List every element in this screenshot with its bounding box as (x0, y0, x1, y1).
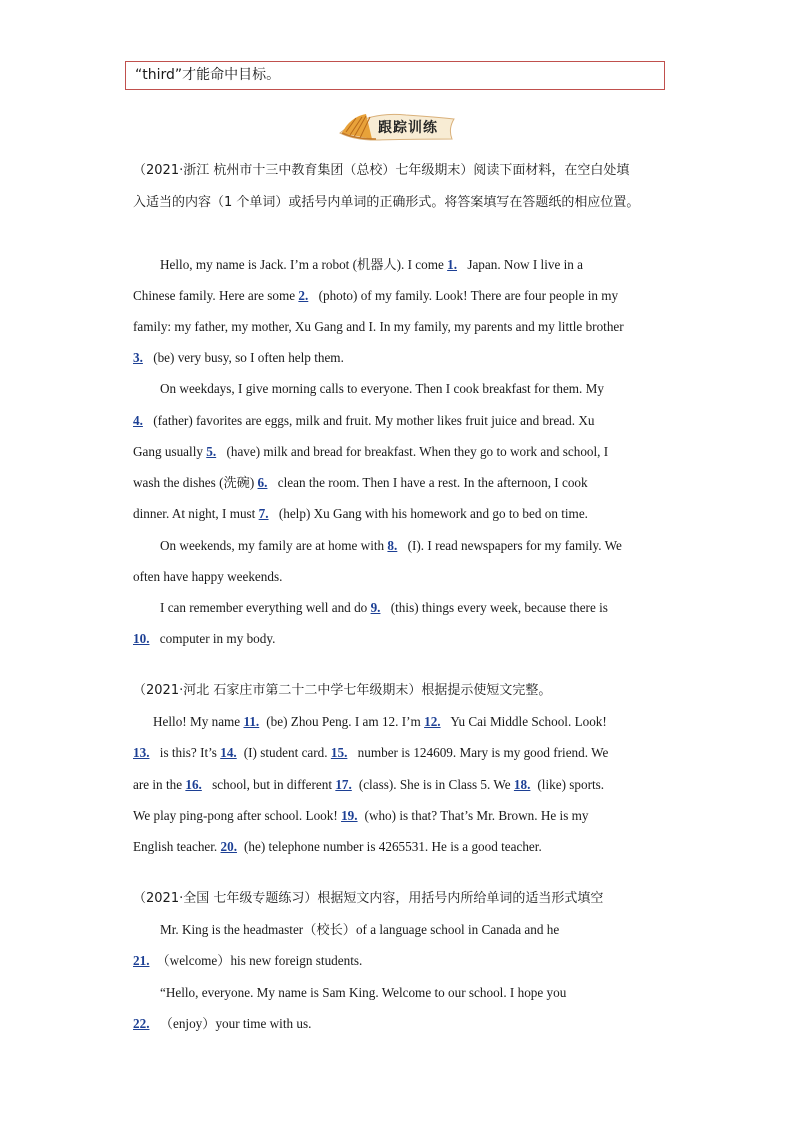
blank-5[interactable]: 5. (206, 444, 217, 459)
ex1-line: family: my father, my mother, Xu Gang and I. In my family, my parents and my little brother (133, 319, 624, 334)
section-badge (336, 109, 460, 143)
ex1-line: 3. (be) very busy, so I often help them. (133, 350, 344, 365)
ex1-line: On weekends, my family are at home with 8. (I). I read newspapers for my family. We (160, 538, 622, 553)
blank-15[interactable]: 15. (330, 745, 348, 760)
ex1-line: Gang usually 5. (have) milk and bread for breakfast. When they go to work and school, I (133, 444, 609, 459)
ex1-intro: （2021·浙江 杭州市十三中教育集团（总校）七年级期末）阅读下面材料，在空白处填 (133, 163, 630, 178)
ex1-line: On weekdays, I give morning calls to everyone. Then I cook breakfast for them. My (160, 381, 604, 396)
ex1-line: wash the dishes (洗碗) 6. clean the room. Then I have a rest. In the afternoon, I cook (133, 475, 588, 490)
ex3-line: 21. （welcome）his new foreign students. (133, 953, 363, 968)
blank-8[interactable]: 8. (387, 538, 398, 553)
blank-19[interactable]: 19. (341, 808, 358, 823)
note-box (125, 61, 665, 90)
blank-20[interactable]: 20. (220, 839, 238, 854)
ex2-intro: （2021·河北 石家庄市第二十二中学七年级期末）根据提示使短文完整。 (133, 683, 552, 698)
ex1-intro: 入适当的内容（1 个单词）或括号内单词的正确形式。将答案填写在答题纸的相应位置。 (133, 195, 640, 210)
ex3-line: Mr. King is the headmaster（校长）of a language school in Canada and he (160, 922, 560, 937)
ex1-line: 10. computer in my body. (133, 631, 276, 646)
ex3-line: 22. （enjoy）your time with us. (133, 1016, 312, 1031)
ex3-line: “Hello, everyone. My name is Sam King. Welcome to our school. I hope you (160, 985, 567, 1000)
note-text: “third”才能命中目标。 (135, 67, 281, 83)
blank-6[interactable]: 6. (257, 475, 268, 490)
blank-12[interactable]: 12. (424, 714, 441, 729)
blank-13[interactable]: 13. (133, 745, 150, 760)
blank-3[interactable]: 3. (133, 350, 143, 365)
blank-14[interactable]: 14. (220, 745, 237, 760)
ex2-line: Hello! My name 11. (be) Zhou Peng. I am 12. I’m 12. Yu Cai Middle School. Look! (153, 714, 607, 729)
ex2-line: We play ping-pong after school. Look! 19. (who) is that? That’s Mr. Brown. He is my (133, 808, 589, 823)
blank-18[interactable]: 18. (513, 777, 531, 792)
ex1-line: I can remember everything well and do 9. (this) things every week, because there is (160, 600, 608, 615)
ex1-line: 4. (father) favorites are eggs, milk and fruit. My mother likes fruit juice and bread. Xu (133, 413, 595, 428)
blank-16[interactable]: 16. (185, 777, 202, 792)
blank-9[interactable]: 9. (370, 600, 381, 615)
blank-22[interactable]: 22. (133, 1016, 150, 1031)
blank-1[interactable]: 1. (447, 257, 458, 272)
ex2-line: 13. is this? It’s 14. (I) student card. 15. number is 124609. Mary is my good friend. We (133, 745, 609, 760)
ex2-line: are in the 16. school, but in different 17. (class). She is in Class 5. We 18. (like) sports. (133, 777, 605, 792)
blank-10[interactable]: 10. (133, 631, 150, 646)
blank-2[interactable]: 2. (298, 288, 309, 303)
ex1-line: Chinese family. Here are some 2. (photo) of my family. Look! There are four people in my (133, 288, 619, 303)
ex1-line: Hello, my name is Jack. I’m a robot (机器人). I come 1. Japan. Now I live in a (160, 257, 584, 272)
blank-7[interactable]: 7. (258, 506, 269, 521)
blank-11[interactable]: 11. (243, 714, 260, 729)
blank-21[interactable]: 21. (133, 953, 150, 968)
ex1-line: often have happy weekends. (133, 569, 283, 584)
ex2-line: English teacher. 20. (he) telephone number is 4265531. He is a good teacher. (133, 839, 542, 854)
section-badge-label: 跟踪训练 (378, 120, 438, 136)
blank-17[interactable]: 17. (335, 777, 352, 792)
ex1-line: dinner. At night, I must 7. (help) Xu Gang with his homework and go to bed on time. (133, 506, 588, 521)
blank-4[interactable]: 4. (133, 413, 143, 428)
ex3-intro: （2021·全国 七年级专题练习）根据短文内容，用括号内所给单词的适当形式填空 (133, 891, 604, 906)
